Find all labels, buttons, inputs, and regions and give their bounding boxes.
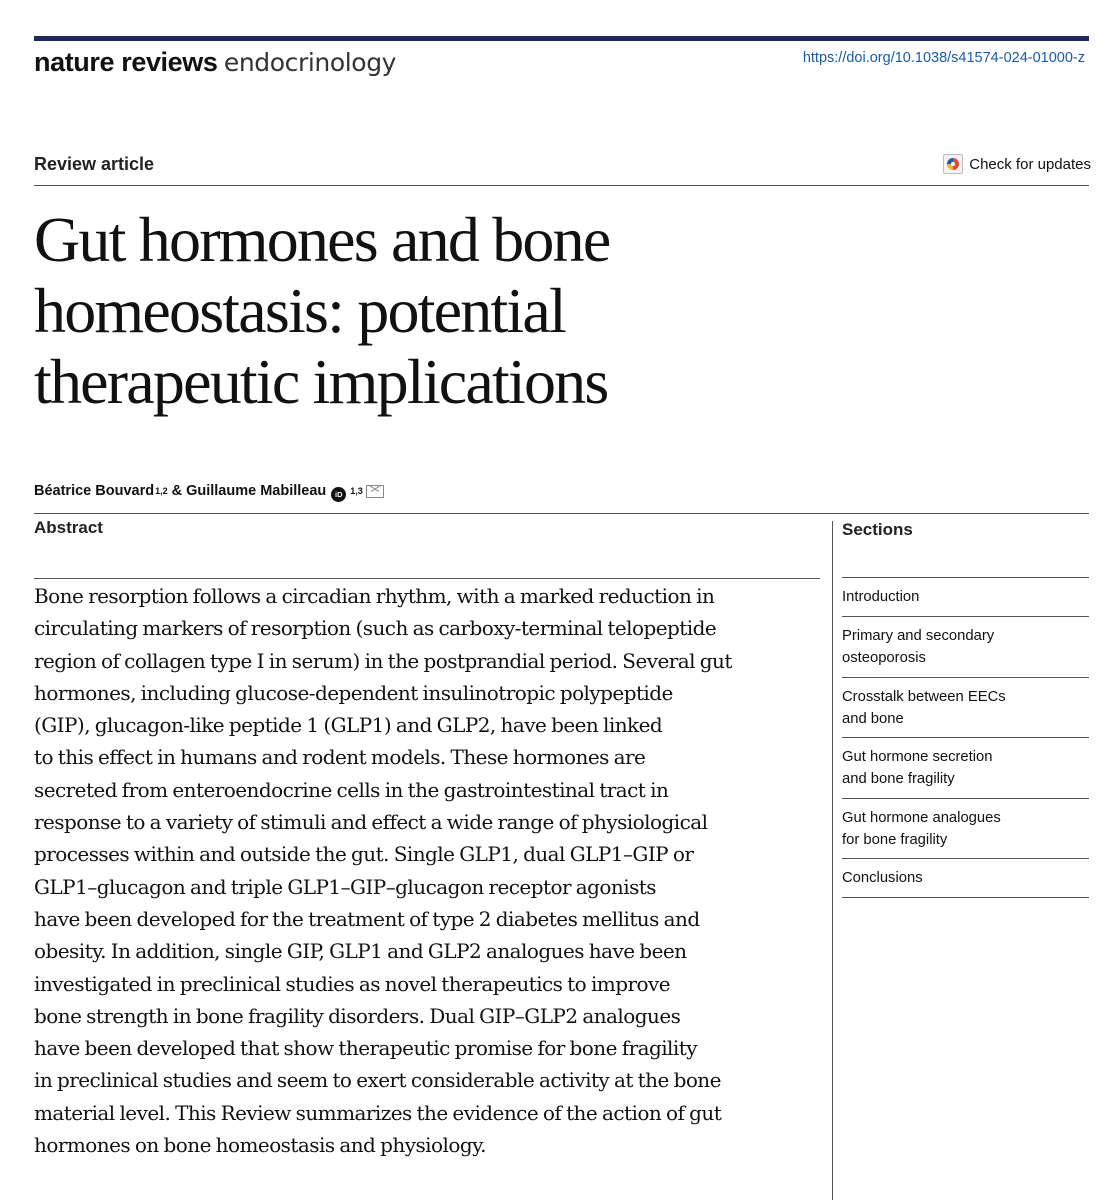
doi-link[interactable]: https://doi.org/10.1038/s41574-024-01000-z xyxy=(802,50,1085,66)
abstract-line: hormones, including glucose-dependent insulinotropic polypeptide xyxy=(34,680,673,705)
article-type-label: Review article xyxy=(34,154,155,174)
section-link-line: Primary and secondary xyxy=(842,628,995,644)
journal-logo[interactable] xyxy=(34,46,396,79)
sections-column-divider xyxy=(832,521,833,1200)
abstract-line: circulating markers of resorption (such as carboxy-terminal telopeptide xyxy=(34,616,717,641)
abstract-line: hormones on bone homeostasis and physiology. xyxy=(34,1133,486,1158)
author-affiliation[interactable]: 1,3 xyxy=(350,486,363,496)
author-name[interactable]: Béatrice Bouvard xyxy=(34,483,155,499)
article-title xyxy=(34,204,894,417)
orcid-icon[interactable]: iD xyxy=(331,487,346,502)
section-link-osteoporosis[interactable] xyxy=(842,617,1089,678)
abstract-line: to this effect in humans and rodent models. These hormones are xyxy=(34,745,646,770)
check-for-updates-label: Check for updates xyxy=(969,155,1091,173)
abstract-line: processes within and outside the gut. Single GLP1, dual GLP1–GIP or xyxy=(34,842,694,867)
abstract-line: investigated in preclinical studies as novel therapeutics to improve xyxy=(34,971,670,996)
check-for-updates-icon xyxy=(943,154,963,174)
check-for-updates-button[interactable] xyxy=(943,154,1091,174)
abstract-text xyxy=(34,580,834,1161)
abstract-line: have been developed that show therapeutic promise for bone fragility xyxy=(34,1036,697,1061)
abstract-line: region of collagen type I in serum) in the postprandial period. Several gut xyxy=(34,648,732,673)
article-title-line: homeostasis: potential xyxy=(34,275,565,346)
journal-name-bold: nature reviews xyxy=(34,47,218,77)
abstract-line: in preclinical studies and seem to exert considerable activity at the bone xyxy=(34,1068,721,1093)
author-affiliation[interactable]: 1,2 xyxy=(155,486,168,496)
section-link-line: Crosstalk between EECs xyxy=(842,688,1006,705)
abstract-line: GLP1–glucagon and triple GLP1–GIP–glucagon receptor agonists xyxy=(34,874,656,899)
journal-top-bar xyxy=(34,36,1089,41)
section-link-line: and bone xyxy=(842,710,904,727)
abstract-line: response to a variety of stimuli and effect a wide range of physiological xyxy=(34,810,708,835)
section-link-line: Gut hormone secretion xyxy=(842,749,993,765)
section-link-secretion[interactable] xyxy=(842,738,1089,799)
author-separator: & xyxy=(171,483,183,499)
journal-name-subject: endocrinology xyxy=(223,48,397,77)
abstract-heading: Abstract xyxy=(34,518,103,537)
section-link-crosstalk[interactable] xyxy=(842,678,1089,739)
sections-nav xyxy=(842,577,1089,898)
sections-heading: Sections xyxy=(842,520,913,539)
abstract-divider xyxy=(34,578,820,579)
abstract-line: material level. This Review summarizes the evidence of the action of gut xyxy=(34,1100,722,1125)
abstract-line: secreted from enteroendocrine cells in the gastrointestinal tract in xyxy=(34,777,669,802)
section-link-conclusions[interactable]: Conclusions xyxy=(842,859,1089,898)
author-list xyxy=(34,482,384,500)
author-name[interactable]: Guillaume Mabilleau xyxy=(186,483,327,499)
authors-divider xyxy=(34,513,1089,514)
section-link-analogues[interactable] xyxy=(842,799,1089,860)
article-title-line: therapeutic implications xyxy=(34,346,608,417)
abstract-line: have been developed for the treatment of type 2 diabetes mellitus and xyxy=(34,906,700,931)
abstract-line: Bone resorption follows a circadian rhythm, with a marked reduction in xyxy=(34,584,715,608)
section-link-line: Gut hormone analogues xyxy=(842,809,1001,826)
section-link-line: osteoporosis xyxy=(842,650,926,666)
abstract-line: obesity. In addition, single GIP, GLP1 and GLP2 analogues have been xyxy=(34,939,687,964)
abstract-line: (GIP), glucagon-like peptide 1 (GLP1) and GLP2, have been linked xyxy=(34,713,663,738)
section-link-line: and bone fragility xyxy=(842,771,955,787)
section-link-introduction[interactable]: Introduction xyxy=(842,578,1089,617)
mail-icon[interactable] xyxy=(366,485,384,498)
abstract-line: bone strength in bone fragility disorders. Dual GIP–GLP2 analogues xyxy=(34,1003,681,1028)
section-link-line: for bone fragility xyxy=(842,831,948,848)
header-divider xyxy=(34,185,1089,186)
article-title-line: Gut hormones and bone xyxy=(34,204,610,275)
